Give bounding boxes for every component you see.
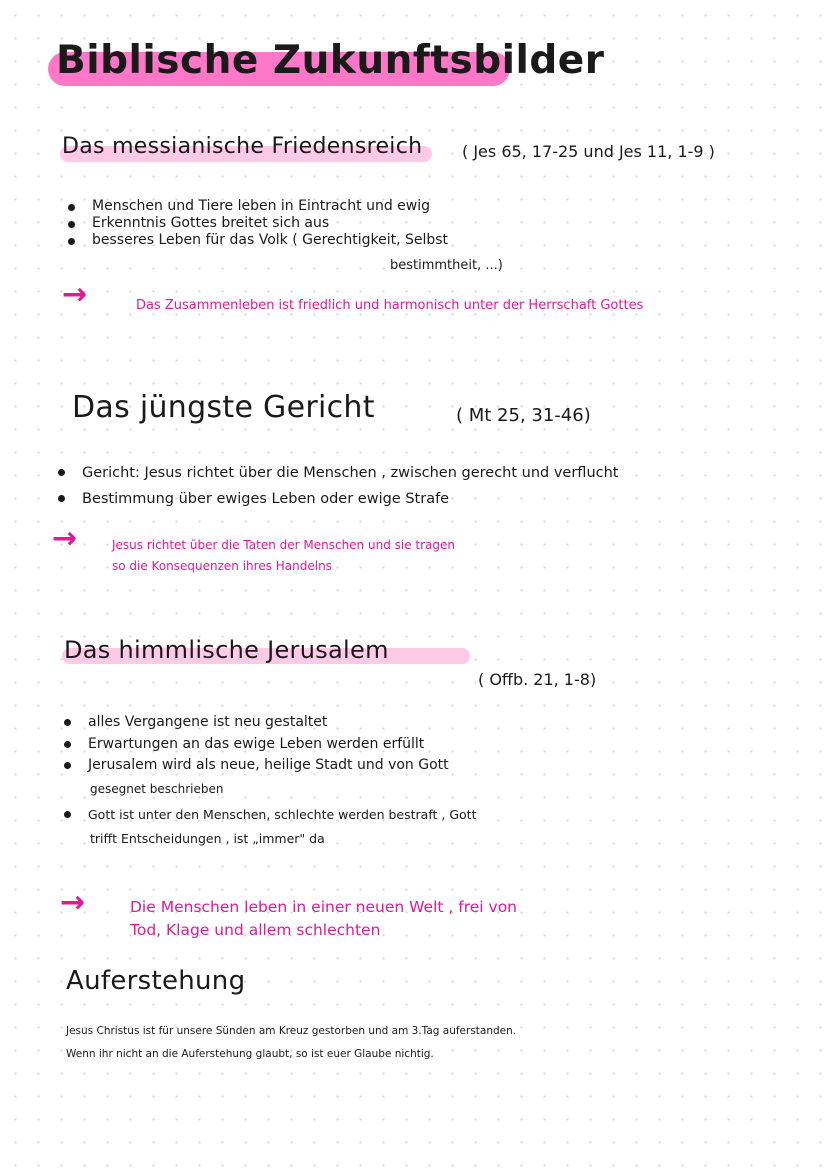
- conclusion-line: Jesus richtet über die Taten der Menschen und sie tragen: [112, 538, 456, 552]
- list-item: besseres Leben für das Volk ( Gerechtigkeit, Selbst: [62, 232, 448, 249]
- bullet-dot: [64, 741, 71, 748]
- section-3-bullet-4-continuation: trifft Entscheidungen , ist „immer" da: [90, 831, 325, 846]
- list-item: Gott ist unter den Menschen, schlechte werden bestraft , Gott: [58, 804, 476, 825]
- bullet-dot: [68, 221, 75, 228]
- section-3-conclusion: [130, 896, 517, 942]
- section-3-bullet-3-continuation: gesegnet beschrieben: [90, 782, 224, 796]
- section-2-bullets: [52, 460, 618, 512]
- list-item: Gericht: Jesus richtet über die Menschen , zwischen gerecht und verflucht: [52, 460, 618, 486]
- list-item: Jerusalem wird als neue, heilige Stadt und von Gott: [58, 755, 449, 777]
- section-1-conclusion: Das Zusammenleben ist friedlich und harmonisch unter der Herrschaft Gottes: [136, 298, 644, 313]
- section-1-bullets: [62, 198, 448, 249]
- list-item: Erkenntnis Gottes breitet sich aus: [62, 215, 448, 232]
- page-title: Biblische Zukunftsbilder: [56, 38, 605, 83]
- conclusion-line: Die Menschen leben in einer neuen Welt , frei von: [130, 898, 518, 916]
- conclusion-line: so die Konsequenzen ihres Handelns: [112, 559, 332, 573]
- section-3-reference: ( Offb. 21, 1-8): [478, 670, 597, 689]
- bullet-dot: [58, 469, 65, 476]
- list-item: Bestimmung über ewiges Leben oder ewige Strafe: [52, 486, 618, 512]
- text-line: Jesus Christus ist für unsere Sünden am Kreuz gestorben und am 3.Tag auferstanden.: [66, 1025, 517, 1037]
- text-line: Wenn ihr nicht an die Auferstehung glaubt, so ist euer Glaube nichtig.: [66, 1048, 434, 1060]
- list-item: alles Vergangene ist neu gestaltet: [58, 712, 449, 734]
- arrow-icon: →: [60, 885, 86, 920]
- section-1-bullet-3-continuation: bestimmtheit, ...): [390, 258, 503, 273]
- section-3-bullets-cont: [58, 804, 476, 825]
- bullet-dot: [64, 762, 71, 769]
- list-item: Menschen und Tiere leben in Eintracht und ewig: [62, 198, 448, 215]
- section-3-heading: Das himmlische Jerusalem: [64, 636, 389, 664]
- section-1-heading: Das messianische Friedensreich: [62, 134, 423, 159]
- arrow-icon: →: [52, 521, 78, 556]
- section-2-conclusion: [112, 535, 455, 577]
- bullet-dot: [58, 495, 65, 502]
- bullet-dot: [64, 719, 71, 726]
- conclusion-line: Tod, Klage und allem schlechten: [130, 921, 381, 939]
- bullet-dot: [68, 238, 75, 245]
- auferstehung-text: [66, 1020, 516, 1066]
- bullet-dot: [68, 204, 75, 211]
- section-1-reference: ( Jes 65, 17-25 und Jes 11, 1-9 ): [462, 142, 715, 161]
- arrow-icon: →: [62, 277, 88, 312]
- bullet-dot: [64, 811, 71, 818]
- auferstehung-heading: Auferstehung: [66, 966, 246, 996]
- section-3-bullets: [58, 712, 449, 777]
- section-2-reference: ( Mt 25, 31-46): [456, 405, 591, 426]
- section-2-heading: Das jüngste Gericht: [72, 390, 375, 425]
- list-item: Erwartungen an das ewige Leben werden erfüllt: [58, 734, 449, 756]
